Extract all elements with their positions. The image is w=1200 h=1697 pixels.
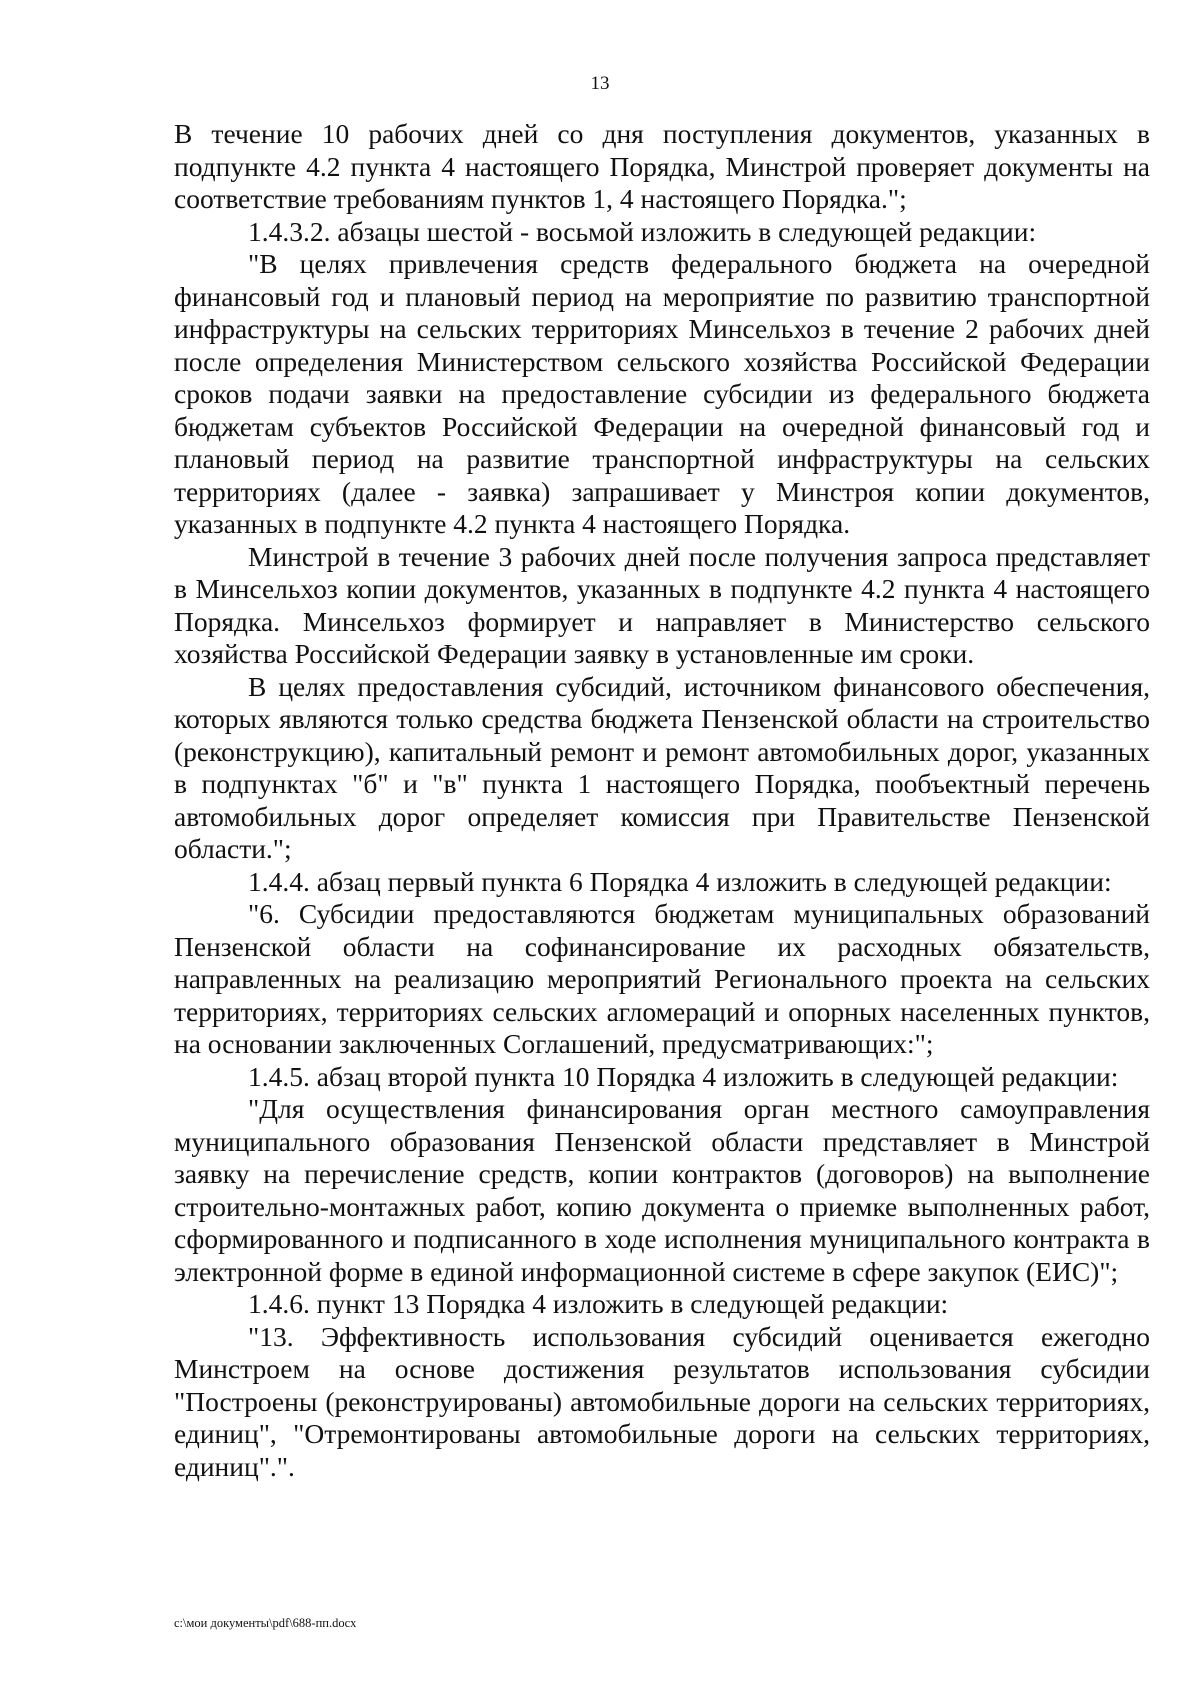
paragraph-efficiency-clause-13: "13. Эффективность использования субсидий оценивается ежегодно Минстроем на основе достижения результатов использования субсидии "Построены (реконструированы) автомобильные дороги на сельских территориях, единиц", "Отремонтированы автомобильные дороги на сельских территориях, единиц".". [174,1320,1150,1482]
paragraph-amendment-1-4-6: 1.4.6. пункт 13 Порядка 4 изложить в следующей редакции: [248,1288,949,1319]
paragraph-financing-request: "Для осуществления финансирования орган местного самоуправления муниципального образования Пензенской области представляет в Минстрой заявку на перечисление средств, копии контрактов (договоров) на выполнение строительно-монтажных работ, копию документа о приемке выполненных работ, сформированного и подписанного в ходе исполнения муниципального контракта в электронной форме в единой информационной системе в сфере закупок (ЕИС)"; [174,1093,1150,1287]
paragraph-amendment-1-4-3-2: 1.4.3.2. абзацы шестой - восьмой изложить в следующей редакции: [248,215,1037,247]
paragraph-amendment-1-4-5: 1.4.5. абзац второй пункта 10 Порядка 4 изложить в следующей редакции: [248,1060,1119,1092]
paragraph-regional-funding: В целях предоставления субсидий, источником финансового обеспечения, которых являются только средства бюджета Пензенской области на строительство (реконструкцию), капитальный ремонт и ремонт автомобильных дорог, указанных в подпунктах "б" и "в" пункта 1 настоящего Порядка, пообъектный перечень автомобильных дорог определяет комиссия при Правительстве Пензенской области."; [174,670,1150,864]
document-body [174,118,1150,1483]
paragraph-subsidies-clause-6: "6. Субсидии предоставляются бюджетам муниципальных образований Пензенской области на софинансирование их расходных обязательств, направленных на реализацию мероприятий Регионального проекта на сельских территориях, территориях сельских агломераций и опорных населенных пунктов, на основании заключенных Соглашений, предусматривающих:"; [174,898,1150,1059]
paragraph-amendment-1-4-4: 1.4.4. абзац первый пункта 6 Порядка 4 изложить в следующей редакции: [248,865,1112,897]
page-number: 13 [590,73,610,94]
paragraph-minstroy-submission: Минстрой в течение 3 рабочих дней после получения запроса представляет в Минсельхоз копии документов, указанных в подпункте 4.2 пункта 4 настоящего Порядка. Минсельхоз формирует и направляет в Министерство сельского хозяйства Российской Федерации заявку в установленные им сроки. [174,540,1150,669]
footer-file-path: c:\мои документы\pdf\688-пп.docx [174,1616,357,1630]
paragraph-federal-funding: "В целях привлечения средств федерального бюджета на очередной финансовый год и плановый период на мероприятие по развитию транспортной инфраструктуры на сельских территориях Минсельхоз в течение 2 рабочих дней после определения Министерством сельского хозяйства Российской Федерации сроков подачи заявки на предоставление субсидии из федерального бюджета бюджетам субъектов Российской Федерации на очередной финансовый год и плановый период на развитие транспортной инфраструктуры на сельских территориях (далее - заявка) запрашивает у Минстроя копии документов, указанных в подпункте 4.2 пункта 4 настоящего Порядка. [174,248,1150,539]
paragraph-review-period: В течение 10 рабочих дней со дня поступления документов, указанных в подпункте 4.2 пункта 4 настоящего Порядка, Минстрой проверяет документы на соответствие требованиям пунктов 1, 4 настоящего Порядка."; [174,118,1150,214]
